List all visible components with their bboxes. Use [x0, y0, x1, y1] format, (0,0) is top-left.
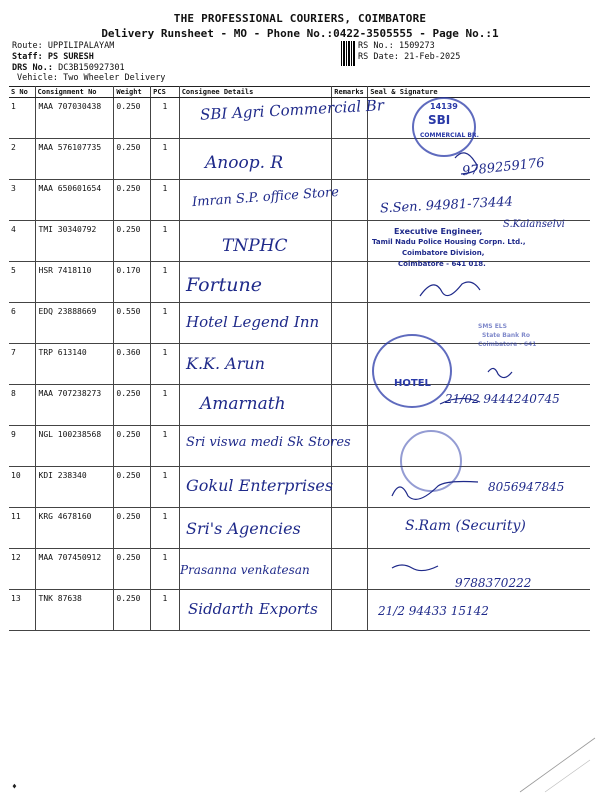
- signature-2: 9789259176: [461, 155, 546, 180]
- cell-pcs: 1: [151, 180, 180, 221]
- rs-date-label: RS Date:: [358, 52, 399, 62]
- col-consignee: Consignee Details: [179, 87, 332, 98]
- col-consignment: Consignment No: [35, 87, 114, 98]
- route-label: Route:: [12, 41, 43, 51]
- document-title: THE PROFESSIONAL COURIERS, COIMBATORE: [173, 12, 427, 25]
- sbi-seal-branch: COMMERCIAL BR.: [420, 132, 479, 139]
- cell-weight: 0.250: [114, 549, 151, 590]
- cell-consignment: MAA 576107735: [35, 139, 114, 180]
- handwritten-consignee-12: Prasanna venkatesan: [180, 563, 310, 577]
- cell-pcs: 1: [151, 549, 180, 590]
- cell-pcs: 1: [151, 590, 180, 631]
- handwritten-consignee-3: Imran S.P. office Store: [191, 184, 340, 211]
- cell-weight: 0.250: [114, 508, 151, 549]
- scribble-row10: [392, 482, 478, 500]
- cell-sno: 11: [9, 508, 35, 549]
- col-sno: S No: [9, 87, 35, 98]
- cell-weight: 0.250: [114, 180, 151, 221]
- handwritten-consignee-5: Fortune: [186, 274, 263, 296]
- cell-consignment: TMI 30340792: [35, 221, 114, 262]
- tnphc-stamp-line-1: Executive Engineer,: [394, 227, 483, 236]
- tnphc-stamp-line-3: Coimbatore Division,: [402, 249, 485, 257]
- col-remarks: Remarks: [332, 87, 368, 98]
- cell-sno: 13: [9, 590, 35, 631]
- signature-4: S.Kalanselvi: [503, 219, 565, 230]
- vehicle-value: Two Wheeler Delivery: [63, 73, 166, 83]
- cell-sno: 3: [9, 180, 35, 221]
- handwritten-consignee-10: Gokul Enterprises: [186, 476, 334, 495]
- sbi-seal-code: 14139: [430, 102, 458, 111]
- cell-consignment: HSR 7418110: [35, 262, 114, 303]
- document-subtitle: Delivery Runsheet - MO - Phone No.:0422-3505555 - Page No.:1: [101, 27, 499, 40]
- signature-3: S.Sen. 94981-73444: [379, 194, 514, 217]
- cell-pcs: 1: [151, 262, 180, 303]
- cell-pcs: 1: [151, 426, 180, 467]
- handwritten-consignee-7: K.K. Arun: [186, 354, 265, 373]
- cell-consignment: NGL 100238568: [35, 426, 114, 467]
- cell-consignment: KRG 4678160: [35, 508, 114, 549]
- vehicle-label: Vehicle:: [17, 73, 58, 83]
- corner-crease-2: [545, 760, 590, 792]
- col-signature: Seal & Signature: [368, 87, 590, 98]
- cell-pcs: 1: [151, 303, 180, 344]
- cell-sno: 1: [9, 98, 35, 139]
- signature-10: 8056947845: [488, 480, 565, 494]
- cell-sno: 9: [9, 426, 35, 467]
- cell-weight: 0.250: [114, 98, 151, 139]
- cell-sno: 4: [9, 221, 35, 262]
- scribble-row7: [488, 368, 512, 377]
- corner-crease: [520, 738, 595, 792]
- cell-consignment: MAA 650601654: [35, 180, 114, 221]
- sms-stamp-line-1: SMS ELS: [478, 323, 507, 330]
- cell-pcs: 1: [151, 344, 180, 385]
- handwritten-consignee-4: TNPHC: [222, 236, 288, 256]
- scribble-row5: [420, 282, 480, 296]
- handwritten-consignee-11: Sri's Agencies: [186, 519, 301, 538]
- cell-sno: 5: [9, 262, 35, 303]
- staff-label: Staff:: [12, 52, 43, 62]
- cell-weight: 0.250: [114, 385, 151, 426]
- handwritten-consignee-13: Siddarth Exports: [188, 600, 318, 618]
- col-pcs: PCS: [151, 87, 180, 98]
- scribble-row12: [392, 565, 438, 571]
- sbi-seal-text: SBI: [428, 113, 451, 127]
- cell-consignment: TRP 613140: [35, 344, 114, 385]
- cell-weight: 0.170: [114, 262, 151, 303]
- cell-weight: 0.250: [114, 426, 151, 467]
- tnphc-stamp-line-2: Tamil Nadu Police Housing Corpn. Ltd.,: [372, 238, 526, 246]
- handwritten-consignee-6: Hotel Legend Inn: [186, 313, 320, 331]
- signature-12: 9788370222: [455, 576, 532, 590]
- cell-sno: 8: [9, 385, 35, 426]
- sms-stamp-line-2: State Bank Ro: [482, 332, 530, 339]
- drs-label: DRS No.:: [12, 63, 53, 73]
- margin-mark: ♦: [12, 782, 17, 791]
- cell-pcs: 1: [151, 508, 180, 549]
- cell-pcs: 1: [151, 467, 180, 508]
- cell-pcs: 1: [151, 98, 180, 139]
- rs-date-value: 21-Feb-2025: [404, 52, 461, 62]
- cell-pcs: 1: [151, 385, 180, 426]
- handwritten-consignee-2: Anoop. R: [205, 153, 284, 173]
- tnphc-stamp-line-4: Coimbatore - 641 018.: [398, 260, 486, 268]
- signature-13: 21/2 94433 15142: [378, 604, 489, 618]
- cell-weight: 0.250: [114, 467, 151, 508]
- cell-sno: 12: [9, 549, 35, 590]
- cell-weight: 0.250: [114, 221, 151, 262]
- handwritten-consignee-9: Sri viswa medi Sk Stores: [186, 435, 351, 450]
- cell-weight: 0.250: [114, 590, 151, 631]
- cell-consignment: EDQ 23888669: [35, 303, 114, 344]
- signature-11: S.Ram (Security): [405, 518, 526, 534]
- drs-value: DC3B150927301: [58, 63, 125, 73]
- cell-consignment: TNK 87638: [35, 590, 114, 631]
- cell-consignment: MAA 707030438: [35, 98, 114, 139]
- cell-pcs: 1: [151, 221, 180, 262]
- cell-consignment: MAA 707238273: [35, 385, 114, 426]
- cell-consignment: KDI 238340: [35, 467, 114, 508]
- cell-sno: 10: [9, 467, 35, 508]
- cell-weight: 0.250: [114, 139, 151, 180]
- handwritten-consignee-1: SBI Agri Commercial Br: [199, 96, 385, 124]
- cell-pcs: 1: [151, 139, 180, 180]
- hotel-seal-text: HOTEL: [394, 378, 431, 389]
- scribble-row8: [440, 398, 480, 404]
- cell-weight: 0.360: [114, 344, 151, 385]
- signature-8: 21/02 9444240745: [445, 392, 560, 406]
- rs-no-value: 1509273: [398, 41, 435, 51]
- staff-value: PS SURESH: [47, 52, 94, 62]
- cell-sno: 6: [9, 303, 35, 344]
- cell-sno: 2: [9, 139, 35, 180]
- rs-no-label: RS No.:: [358, 41, 394, 51]
- scribble-row2: [455, 153, 477, 174]
- cell-weight: 0.550: [114, 303, 151, 344]
- cell-consignment: MAA 707450912: [35, 549, 114, 590]
- cell-sno: 7: [9, 344, 35, 385]
- route-value: UPPILIPALAYAM: [47, 41, 115, 51]
- sms-stamp-line-3: Coimbatore - 641: [478, 341, 537, 348]
- handwritten-consignee-8: Amarnath: [200, 394, 286, 414]
- col-weight: Weight: [114, 87, 151, 98]
